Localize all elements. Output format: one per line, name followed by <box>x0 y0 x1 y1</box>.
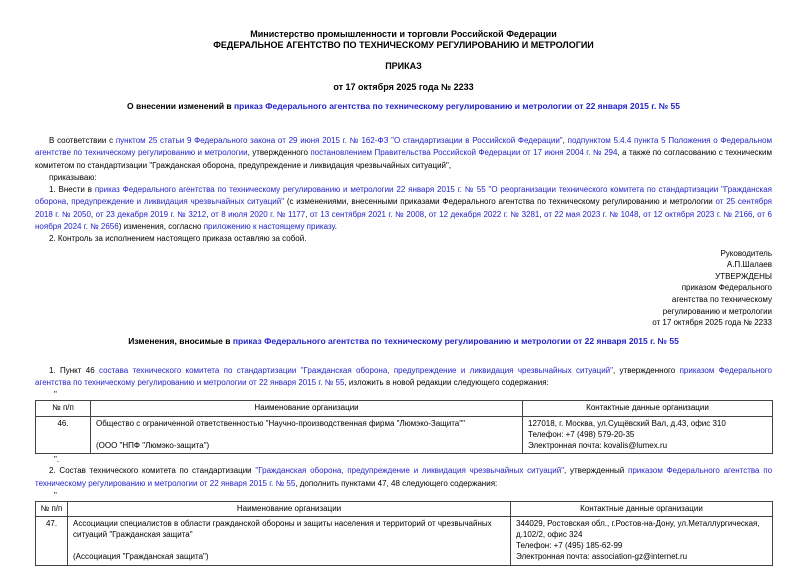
document-link[interactable]: приложению к настоящему приказу <box>203 222 335 232</box>
doc-date-number: от 17 октября 2025 года № 2233 <box>333 82 474 92</box>
text-run: , <box>562 136 568 145</box>
document-link[interactable]: от 22 мая 2023 г. № 1048 <box>544 209 639 219</box>
text-run: , <box>539 209 545 219</box>
prikazyvayu-line: приказываю: <box>49 172 97 182</box>
document-link[interactable]: от 6 ноября 2024 г. № 2656 <box>35 209 772 232</box>
document-link[interactable]: приказ Федерального агентства по техническому регулированию и метрологии от 22 января 2015 г. № 55 <box>232 335 679 346</box>
col-header-contacts: Контактные данные организации <box>523 401 773 417</box>
text-run: , <box>206 209 211 219</box>
org-contact-cell: 127018, г. Москва, ул.Сущёвский Вал, д.43, офис 310 Телефон: +7 (498) 579-20-35 Электронная почта: kovalis@lumex.ru <box>523 416 773 453</box>
document-link[interactable]: от 25 сентября 2018 г. № 2050 <box>35 197 773 219</box>
open-quote-mark-1: " <box>54 390 57 400</box>
text-run: ) изменения, согласно <box>118 222 204 232</box>
text-run: , утвержденного <box>247 148 311 158</box>
document-body <box>35 135 772 246</box>
organizations-table-2 <box>35 501 773 566</box>
doc-title <box>35 101 772 111</box>
text-run: О внесении изменений в <box>127 101 235 111</box>
document-link[interactable]: от 23 декабря 2019 г. № 3212 <box>95 209 207 219</box>
order-item-2: 2. Контроль за исполнением настоящего приказа оставляю за собой. <box>49 234 307 244</box>
document-link[interactable]: подпунктом 5.4.4 пункта 5 Положения о Федеральном агентстве по техническому регулированию и метрологии <box>35 136 773 158</box>
organizations-table-1 <box>35 400 773 454</box>
row-number-cell: 46. <box>36 416 91 453</box>
document-link[interactable]: от 13 сентября 2021 г. № 2008 <box>309 209 425 219</box>
text-run: 1. Внести в <box>49 185 95 195</box>
text-run: , утвержденный <box>564 466 629 476</box>
document-link[interactable]: от 12 декабря 2022 г. № 3281 <box>428 209 540 219</box>
text-run: 1. Пункт 46 <box>49 365 100 375</box>
org-name-cell: Ассоциации специалистов в области гражданской обороны и защиты населения и территорий от чрезвычайных ситуаций "Гражданская защита" (Ассоциация "Гражданская защита") <box>68 517 511 565</box>
text-run: , <box>305 209 310 219</box>
col-header-number: № п/п <box>36 401 91 417</box>
text-run: , изложить в новой редакции следующего содержания: <box>344 378 549 388</box>
amendments-heading <box>35 336 772 346</box>
text-run: . <box>334 222 337 232</box>
col-header-number: № п/п <box>36 501 68 517</box>
open-quote-mark-2: " <box>54 490 57 500</box>
document-link[interactable]: постановлением Правительства Российской Федерации от 17 июня 2004 г. № 294 <box>310 148 618 158</box>
amendment-item-1 <box>35 365 772 390</box>
text-run: , <box>638 209 644 219</box>
text-run: , <box>424 209 429 219</box>
signature-approval-block: Руководитель А.П.Шалаев УТВЕРЖДЕНЫ приказом Федерального агентства по техническому регулированию и метрологии от 17 октября 2025 года № 2233 <box>652 248 772 328</box>
text-run: , <box>752 209 758 219</box>
text-run: Изменения, вносимые в <box>128 335 233 346</box>
document-link[interactable]: приказом Федерального агентства по техническому регулированию и метрологии от 22 января 2015 г. № 55 <box>35 365 772 388</box>
document-link[interactable]: пунктом 25 статьи 9 Федерального закона от 29 июня 2015 г. № 162-ФЗ "О стандартизации в Российской Федерации" <box>115 136 563 145</box>
document-link[interactable]: состава технического комитета по стандартизации "Гражданская оборона, предупреждение и ликвидация чрезвычайных ситуаций" <box>99 365 613 375</box>
document-link[interactable]: от 12 октября 2023 г. № 2166 <box>643 209 753 219</box>
close-quote-mark-1: ". <box>54 455 60 465</box>
text-run: , <box>90 209 96 219</box>
order-item-1 <box>35 184 772 233</box>
document-link[interactable]: "Гражданская оборона, предупреждение и ликвидация чрезвычайных ситуаций" <box>255 466 565 476</box>
document-link[interactable]: приказ Федерального агентства по техническому регулированию и метрологии от 22 января 2015 г. № 55 <box>234 101 680 111</box>
text-run: 2. Состав технического комитета по стандартизации <box>49 466 256 476</box>
text-run: В соответствии с <box>49 136 116 145</box>
table-header-row <box>36 501 773 517</box>
col-header-org-name: Наименование организации <box>68 501 511 517</box>
document-header <box>35 29 772 111</box>
table-row-47 <box>36 517 773 565</box>
org-name-cell: Общество с ограниченной ответственностью "Научно-производственная фирма "Люмэко-Защита"" (ООО "НПФ "Люмэко-защита") <box>91 416 523 453</box>
doc-type-label: ПРИКАЗ <box>385 61 422 71</box>
col-header-org-name: Наименование организации <box>91 401 523 417</box>
text-run: , дополнить пунктами 47, 48 следующего содержания: <box>295 478 498 488</box>
document-link[interactable]: приказ Федерального агентства по техническому регулированию и метрологии 22 января 2015 г. № 55 "О реорганизации технического комитета по стандартизации "Гражданская оборона, предупреждение и ликвидация чрезвычайных ситуаций" <box>35 185 772 207</box>
table-row-46 <box>36 416 773 453</box>
table-header-row <box>36 401 773 417</box>
text-run: (с изменениями, внесенными приказами Федерального агентства по техническому регулированию и метрологии <box>284 197 716 207</box>
document-link[interactable]: приказом Федерального агентства по техническому регулированию и метрологии от 22 января 2015 г. № 55 <box>35 466 773 488</box>
amendment-item-2 <box>35 465 772 490</box>
agency-name: ФЕДЕРАЛЬНОЕ АГЕНТСТВО ПО ТЕХНИЧЕСКОМУ РЕГУЛИРОВАНИЮ И МЕТРОЛОГИИ <box>213 39 594 50</box>
document-link[interactable]: от 8 июля 2020 г. № 1177 <box>210 209 306 219</box>
text-run: , а также по согласованию с техническим комитетом по стандартизации "Гражданская оборона, предупреждение и ликвидация чрезвычайных ситуаций", <box>35 148 773 170</box>
col-header-contacts: Контактные данные организации <box>511 501 773 517</box>
row-number-cell: 47. <box>36 517 68 565</box>
text-run: , утвержденного <box>612 365 680 375</box>
org-contact-cell: 344029, Ростовская обл., г.Ростов-на-Дону, ул.Металлургическая, д.102/2, офис 324 Телефон: +7 (495) 185-62-99 Электронная почта: association-gz@internet.ru <box>511 517 773 565</box>
ministry-name: Министерство промышленности и торговли Российской Федерации <box>250 29 557 39</box>
preamble-paragraph <box>35 135 772 172</box>
